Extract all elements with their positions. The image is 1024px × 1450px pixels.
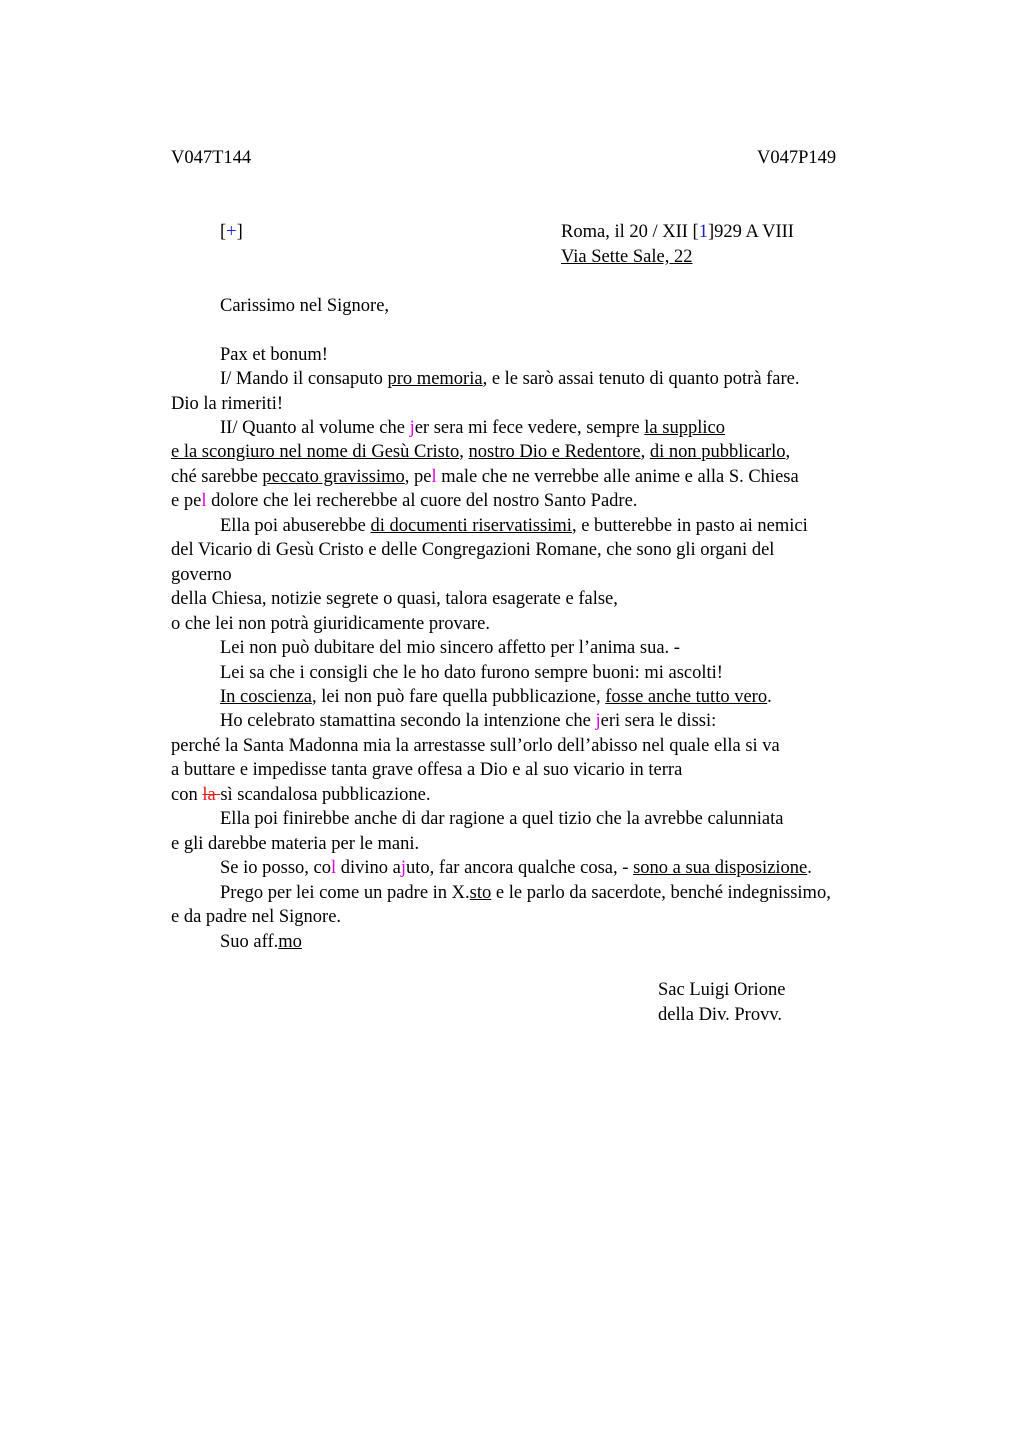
paragraph-1-line-2: Dio la rimeriti! <box>171 394 283 414</box>
paragraph-7-line-1: Ho celebrato stamattina secondo la intenzione che jeri sera le dissi: <box>220 711 717 731</box>
salutation: Carissimo nel Signore, <box>220 296 390 316</box>
paragraph-2-line-1: II/ Quanto al volume che jer sera mi fece vedere, sempre la supplico <box>220 418 725 438</box>
greeting: Pax et bonum! <box>220 345 328 365</box>
paragraph-5: Lei sa che i consigli che le ho dato furono sempre buoni: mi ascolti! <box>220 663 723 683</box>
paragraph-3-line-4: della Chiesa, notizie segrete o quasi, talora esagerate e false, <box>171 589 618 609</box>
paragraph-2-line-2: e la scongiuro nel nome di Gesù Cristo, nostro Dio e Redentore, di non pubblicarlo, <box>171 442 791 462</box>
signature-name: Sac Luigi Orione <box>658 980 786 1000</box>
paragraph-4: Lei non può dubitare del mio sincero affetto per l’anima sua. - <box>220 638 680 658</box>
paragraph-3-line-3: governo <box>171 565 232 585</box>
paragraph-2-line-3: ché sarebbe peccato gravissimo, pel male che ne verrebbe alle anime e alla S. Chiesa <box>171 467 799 487</box>
address-line: Via Sette Sale, 22 <box>561 247 693 267</box>
paragraph-8-line-1: Ella poi finirebbe anche di dar ragione a quel tizio che la avrebbe calunniata <box>220 809 784 829</box>
deleted-text: la <box>202 785 221 805</box>
paragraph-3-line-2: del Vicario di Gesù Cristo e delle Congregazioni Romane, che sono gli organi del <box>171 540 775 560</box>
paragraph-6: In coscienza, lei non può fare quella pubblicazione, fosse anche tutto vero. <box>220 687 772 707</box>
paragraph-3-line-1: Ella poi abuserebbe di documenti riservatissimi, e butterebbe in pasto ai nemici <box>220 516 808 536</box>
paragraph-7-line-3: a buttare e impedisse tanta grave offesa a Dio e al suo vicario in terra <box>171 760 683 780</box>
paragraph-8-line-2: e gli darebbe materia per le mani. <box>171 834 420 854</box>
paragraph-9: Se io posso, col divino ajuto, far ancora qualche cosa, - sono a sua disposizione. <box>220 858 812 878</box>
paragraph-10-line-2: e da padre nel Signore. <box>171 907 342 927</box>
paragraph-1-line-1: I/ Mando il consaputo pro memoria, e le sarò assai tenuto di quanto potrà fare. <box>220 369 800 389</box>
date-line: Roma, il 20 / XII [1]929 A VIII <box>561 222 794 242</box>
paragraph-3-line-5: o che lei non potrà giuridicamente provare. <box>171 614 490 634</box>
editorial-plus: + <box>226 222 237 242</box>
header-right-code: V047P149 <box>757 148 837 168</box>
paragraph-7-line-2: perché la Santa Madonna mia la arrestasse sull’orlo dell’abisso nel quale ella si va <box>171 736 780 756</box>
closing: Suo aff.mo <box>220 932 302 952</box>
signature-title: della Div. Provv. <box>658 1005 782 1025</box>
header-left-code: V047T144 <box>171 148 252 168</box>
paragraph-7-line-4: con la sì scandalosa pubblicazione. <box>171 785 431 805</box>
editorial-mark: [+] <box>220 222 243 242</box>
paragraph-10-line-1: Prego per lei come un padre in X.sto e le parlo da sacerdote, benché indegnissimo, <box>220 883 831 903</box>
paragraph-2-line-4: e pel dolore che lei recherebbe al cuore del nostro Santo Padre. <box>171 491 638 511</box>
